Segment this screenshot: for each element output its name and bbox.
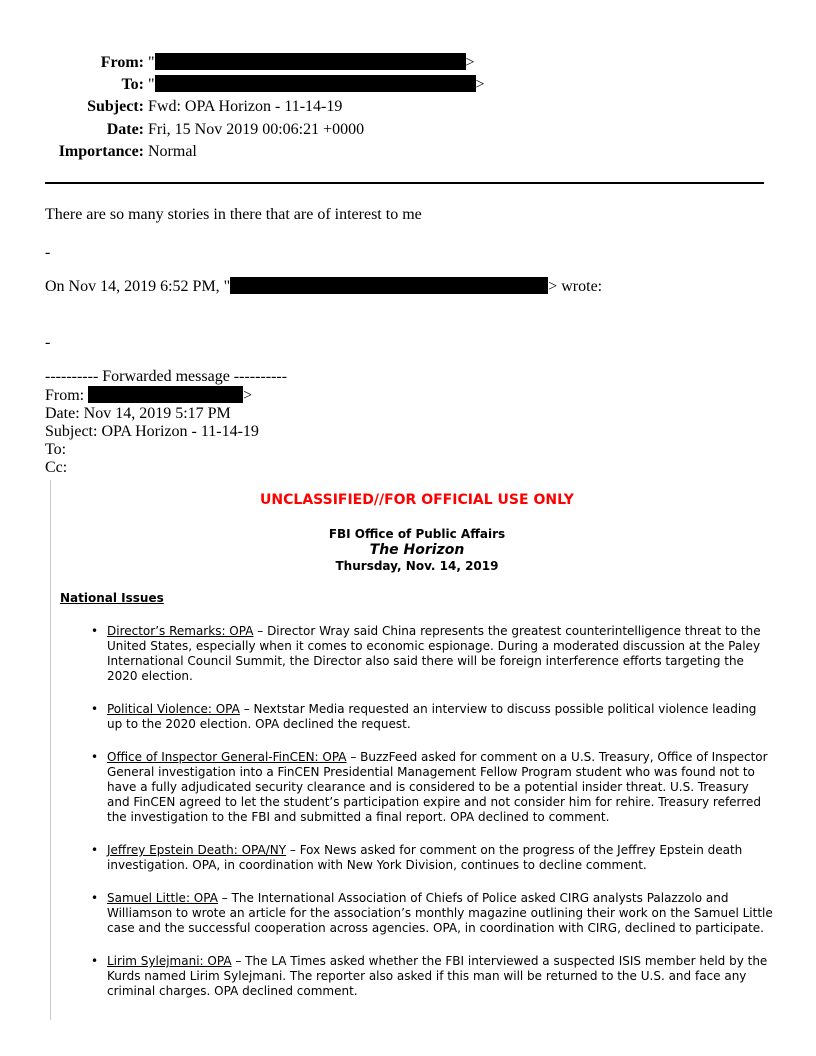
bulletin-masthead	[60, 527, 774, 574]
forwarded-cc-line: Cc:	[45, 459, 68, 476]
importance-value: Normal	[148, 143, 197, 160]
news-item-list	[60, 624, 774, 1017]
subject-value: Fwd: OPA Horizon - 11-14-19	[148, 98, 343, 115]
to-open-quote: "	[148, 76, 155, 93]
date-value: Fri, 15 Nov 2019 00:06:21 +0000	[148, 121, 365, 138]
forwarded-date-line: Date: Nov 14, 2019 5:17 PM	[45, 405, 231, 422]
bullet-icon: •	[91, 891, 99, 905]
quote-bar	[50, 480, 51, 1020]
list-item	[60, 843, 774, 873]
list-item	[60, 750, 774, 825]
to-close: >	[475, 76, 485, 93]
publication-title: The Horizon	[369, 542, 465, 558]
item-link[interactable]: Director’s Remarks: OPA	[107, 624, 254, 638]
item-text: – The LA Times asked whether the FBI interviewed a suspected ISIS member held by the Kurds named Lirim Sylejmani. The reporter also asked if this man will be returned to the U.S. and face any criminal charges. OPA declined comment.	[107, 954, 768, 998]
bullet-icon: •	[91, 750, 99, 764]
reply-suffix: > wrote:	[548, 278, 603, 295]
item-link[interactable]: Lirim Sylejmani: OPA	[107, 954, 232, 968]
dash-separator: -	[45, 244, 51, 261]
importance-label: Importance:	[58, 143, 144, 160]
item-text: – BuzzFeed asked for comment on a U.S. Treasury, Office of Inspector General investigation into a FinCEN Presidential Management Fellow Program student who was found not to have a fully adjudicated security clearance and is considered to be a potential insider threat. U.S. Treasury and FinCEN agreed to let the student’s participation expire and not consider him for rehire. Treasury referred the investigation to the FBI and submitted a final report. OPA declined to comment.	[107, 750, 768, 824]
item-link[interactable]: Political Violence: OPA	[107, 702, 240, 716]
list-item	[60, 624, 774, 684]
reply-attribution	[45, 277, 602, 297]
bullet-icon: •	[91, 954, 99, 968]
bullet-icon: •	[91, 702, 99, 716]
item-link[interactable]: Office of Inspector General-FinCEN: OPA	[107, 750, 347, 764]
bullet-icon: •	[91, 843, 99, 857]
redaction-box	[155, 53, 466, 70]
publication-date: Thursday, Nov. 14, 2019	[335, 559, 499, 573]
redaction-box	[230, 277, 548, 294]
forwarded-from-line	[45, 386, 287, 405]
forwarded-separator: ---------- Forwarded message ----------	[45, 368, 288, 385]
to-value	[148, 75, 485, 95]
list-item	[60, 954, 774, 999]
forwarded-from-label: From:	[45, 387, 85, 404]
header-divider	[45, 182, 764, 184]
bullet-icon: •	[91, 624, 99, 638]
subject-label: Subject:	[87, 98, 144, 115]
forwarded-from-close: >	[243, 387, 253, 404]
list-item	[60, 702, 774, 732]
from-open-quote: "	[148, 54, 155, 71]
reply-prefix: On Nov 14, 2019 6:52 PM, "	[45, 278, 231, 295]
dash-separator: -	[45, 334, 51, 351]
forwarded-to-line: To:	[45, 441, 67, 458]
date-label: Date:	[106, 121, 144, 138]
from-label: From:	[100, 54, 144, 71]
to-label: To:	[121, 76, 144, 93]
item-text: – The International Association of Chiefs of Police asked CIRG analysts Palazzolo and Williamson to wrote an article for the association’s monthly magazine outlining their work on the Samuel Little case and the successful cooperation across agencies. OPA, in coordination with CIRG, declined to participate.	[107, 891, 773, 935]
item-text: – Fox News asked for comment on the progress of the Jeffrey Epstein death investigation. OPA, in coordination with New York Division, continues to decline comment.	[107, 843, 743, 872]
classification-banner: UNCLASSIFIED//FOR OFFICIAL USE ONLY	[260, 492, 574, 508]
from-close: >	[465, 54, 475, 71]
item-text: – Nextstar Media requested an interview to discuss possible political violence leading up to the 2020 election. OPA declined the request.	[107, 702, 757, 731]
message-body-text: There are so many stories in there that are of interest to me	[45, 206, 422, 223]
forwarded-header	[45, 368, 287, 477]
office-name: FBI Office of Public Affairs	[328, 527, 506, 541]
item-link[interactable]: Samuel Little: OPA	[107, 891, 218, 905]
redaction-box	[155, 75, 476, 92]
item-text: – Director Wray said China represents the greatest counterintelligence threat to the United States, especially when it comes to economic espionage. During a moderated discussion at the Paley International Council Summit, the Director also said there will be foreign interference efforts targeting the 2020 election.	[107, 624, 761, 683]
section-title: National Issues	[60, 591, 164, 605]
item-link[interactable]: Jeffrey Epstein Death: OPA/NY	[107, 843, 287, 857]
list-item	[60, 891, 774, 936]
from-value	[148, 53, 475, 73]
forwarded-subject-line: Subject: OPA Horizon - 11-14-19	[45, 423, 259, 440]
redaction-box	[88, 386, 243, 403]
